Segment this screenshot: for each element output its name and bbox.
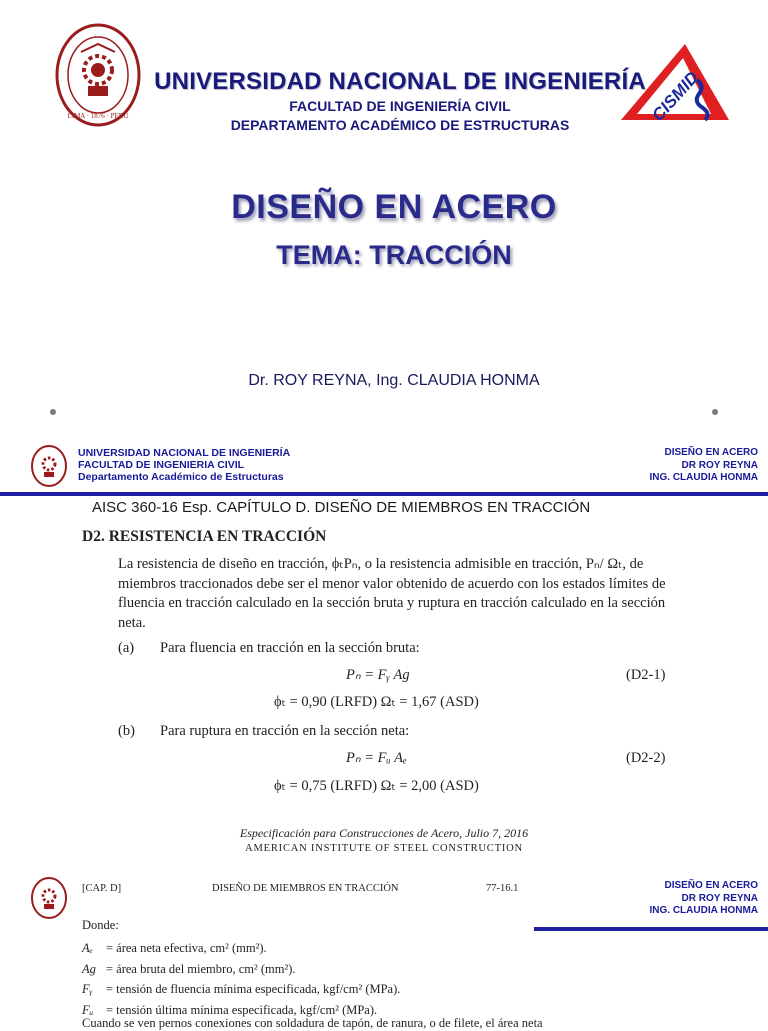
definition-text: = tensión de fluencia mínima especificada, kgf/cm² (MPa). [106, 982, 401, 996]
faculty-name: FACULTAD DE INGENIERÍA CIVIL [289, 98, 511, 114]
item-b-label: (b) [118, 723, 135, 739]
header-faculty: FACULTAD DE INGENIERIA CIVIL [78, 459, 245, 471]
item-a-text: Para fluencia en tracción en la sección bruta: [160, 640, 420, 656]
slide-dot-left [50, 409, 56, 415]
university-seal-small-logo [30, 876, 68, 920]
cut-off-text: Cuando se ven pernos conexiones con soldadura de tapón, de ranura, o de filete, el área neta [82, 1016, 543, 1030]
header-divider [534, 927, 768, 931]
course-title: DISEÑO EN ACERO [231, 188, 557, 226]
donde-label: Donde: [82, 918, 119, 932]
factors-d2-2: ϕₜ = 0,75 (LRFD) Ωₜ = 2,00 (ASD) [274, 778, 479, 794]
definition-symbol: Fᵧ [82, 982, 93, 996]
equation-d2-1: Pₙ = Fᵧ Ag [346, 667, 410, 683]
page-heading: DISEÑO DE MIEMBROS EN TRACCIÓN [212, 883, 399, 894]
section-paragraph: La resistencia de diseño en tracción, ϕₜPₙ, o la resistencia admisible en tracción, Pₙ/ Ωₜ, de miembros traccionados debe ser el menor valor obtenido de acuerdo con los estados límites de fluencia en tracción calculado en la sección bruta y ruptura en tracción calculado en la sección neta. [118, 556, 666, 631]
definition-text: = área neta efectiva, cm² (mm²). [106, 941, 267, 955]
factors-d2-1: ϕₜ = 0,90 (LRFD) Ωₜ = 1,67 (ASD) [274, 694, 479, 710]
header-author-1: DR ROY REYNA [681, 892, 758, 904]
slide2-header-right [649, 447, 758, 485]
definition-symbol: Fᵤ [82, 1002, 94, 1017]
topic-title: TEMA: TRACCIÓN [276, 240, 512, 270]
definition-row [82, 938, 400, 959]
equation-d2-2: Pₙ = Fᵤ Aₑ [346, 750, 407, 766]
item-b-text: Para ruptura en tracción en la sección neta: [160, 723, 410, 739]
header-course: DISEÑO EN ACERO [664, 880, 758, 891]
cismid-logo-text: CISMID [648, 67, 703, 125]
aisc-chapter-title: AISC 360-16 Esp. CAPÍTULO D. DISEÑO DE MIEMBROS EN TRACCIÓN [92, 499, 591, 516]
header-university: UNIVERSIDAD NACIONAL DE INGENIERÍA [78, 447, 291, 459]
definition-text: = área bruta del miembro, cm² (mm²). [106, 961, 296, 976]
definition-row [82, 959, 400, 980]
slide2-header-left [78, 447, 290, 483]
header-author-2: ING. CLAUDIA HONMA [649, 472, 758, 483]
spec-publisher: AMERICAN INSTITUTE OF STEEL CONSTRUCTION [245, 843, 523, 854]
slide3-header-right [649, 880, 758, 918]
page-chapter: [CAP. D] [82, 883, 122, 894]
definitions-list [82, 938, 400, 1020]
header-divider [0, 492, 768, 496]
seal-city-year: LIMA · 1876 · PERU [67, 112, 129, 120]
definition-text: = tensión última mínima especificada, kgf/cm² (MPa). [106, 1002, 378, 1017]
header-course: DISEÑO EN ACERO [664, 447, 758, 458]
header-author-1: DR ROY REYNA [681, 459, 758, 471]
page-number: 77-16.1 [486, 883, 519, 894]
definition-row [82, 979, 400, 1000]
university-seal-small-logo [30, 444, 68, 488]
item-a-label: (a) [118, 640, 135, 656]
department-name: DEPARTAMENTO ACADÉMICO DE ESTRUCTURAS [230, 117, 570, 133]
slide-dot-right [712, 409, 718, 415]
section-title: D2. RESISTENCIA EN TRACCIÓN [82, 528, 327, 545]
header-author-2: ING. CLAUDIA HONMA [649, 905, 758, 916]
definition-symbol: Aₑ [82, 941, 93, 955]
authors: Dr. ROY REYNA, Ing. CLAUDIA HONMA [248, 372, 540, 389]
header-department: Departamento Académico de Estructuras [78, 471, 284, 483]
definition-symbol: Ag [82, 961, 96, 976]
university-name: UNIVERSIDAD NACIONAL DE INGENIERÍA [154, 68, 646, 95]
equation-d2-1-ref: (D2-1) [626, 667, 666, 683]
spec-citation: Especificación para Construcciones de Acero, Julio 7, 2016 [239, 826, 529, 840]
equation-d2-2-ref: (D2-2) [626, 750, 666, 766]
